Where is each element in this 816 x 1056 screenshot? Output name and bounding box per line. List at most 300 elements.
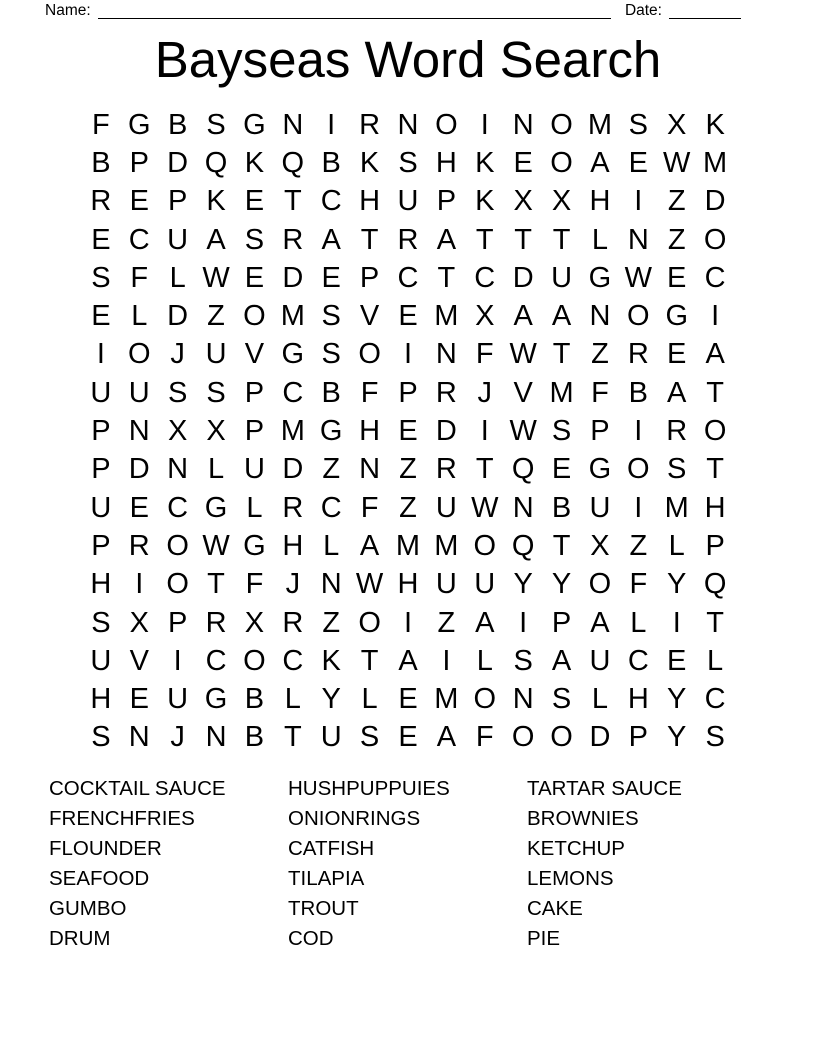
grid-letter-r14-c3: P <box>167 606 188 639</box>
grid-letter-r6-c5: O <box>243 300 266 333</box>
grid-letter-r7-c15: R <box>627 338 649 371</box>
grid-letter-r8-c2: U <box>128 376 150 409</box>
grid-letter-r3-c7: C <box>320 185 342 218</box>
grid-letter-r15-c15: C <box>627 644 649 677</box>
grid-letter-r8-c5: P <box>244 376 265 409</box>
grid-letter-r15-c1: U <box>90 644 112 677</box>
grid-letter-r17-c17: S <box>705 721 725 754</box>
grid-letter-r9-c7: G <box>319 415 343 448</box>
grid-letter-r16-c16: Y <box>667 683 687 716</box>
grid-letter-r12-c15: Z <box>629 529 648 562</box>
grid-letter-r11-c15: I <box>634 491 643 524</box>
grid-letter-r14-c12: I <box>519 606 528 639</box>
grid-letter-r12-c6: H <box>282 529 304 562</box>
grid-letter-r14-c1: S <box>91 606 111 639</box>
grid-letter-r10-c5: U <box>243 453 265 486</box>
grid-letter-r16-c9: E <box>398 683 418 716</box>
grid-letter-r17-c3: J <box>170 721 185 754</box>
grid-letter-r13-c13: Y <box>551 568 572 601</box>
grid-letter-r17-c6: T <box>283 721 302 754</box>
word-item: TILAPIA <box>288 866 365 890</box>
grid-letter-r10-c15: O <box>627 453 650 486</box>
grid-letter-r9-c6: M <box>280 415 305 448</box>
grid-letter-r4-c1: E <box>91 223 111 256</box>
grid-letter-r3-c13: X <box>551 185 572 218</box>
grid-letter-r14-c6: R <box>282 606 304 639</box>
date-label: Date: <box>624 2 662 19</box>
grid-letter-r16-c5: B <box>244 683 265 716</box>
grid-letter-r12-c14: X <box>590 529 610 562</box>
grid-letter-r8-c9: P <box>398 376 418 409</box>
grid-letter-r7-c16: E <box>667 338 687 371</box>
grid-letter-r14-c11: A <box>475 606 495 639</box>
grid-letter-r11-c8: F <box>360 491 379 524</box>
grid-letter-r15-c4: C <box>205 644 227 677</box>
grid-letter-r15-c9: A <box>398 644 418 677</box>
grid-letter-r12-c12: Q <box>511 529 535 562</box>
grid-letter-r5-c9: C <box>397 261 419 294</box>
grid-letter-r2-c6: Q <box>281 146 305 179</box>
grid-letter-r8-c1: U <box>90 376 112 409</box>
grid-letter-r12-c4: W <box>202 529 230 562</box>
grid-letter-r5-c4: W <box>202 261 230 294</box>
grid-letter-r17-c10: A <box>436 721 457 754</box>
grid-letter-r9-c17: O <box>703 415 727 448</box>
grid-letter-r10-c13: E <box>551 453 572 486</box>
grid-letter-r4-c4: A <box>206 223 226 256</box>
grid-letter-r5-c1: S <box>91 261 111 294</box>
grid-letter-r9-c4: X <box>206 415 226 448</box>
grid-letter-r15-c8: T <box>360 644 379 677</box>
grid-letter-r4-c3: U <box>167 223 189 256</box>
word-item: CATFISH <box>288 836 375 860</box>
grid-letter-r1-c17: K <box>705 108 725 141</box>
grid-letter-r13-c11: U <box>474 568 496 601</box>
grid-letter-r9-c5: P <box>244 415 265 448</box>
grid-letter-r3-c6: T <box>283 185 302 218</box>
grid-letter-r12-c16: L <box>668 529 685 562</box>
grid-letter-r13-c5: F <box>245 568 264 601</box>
grid-letter-r12-c5: G <box>243 529 266 562</box>
grid-letter-r6-c9: E <box>398 300 418 333</box>
grid-letter-r3-c5: E <box>244 185 265 218</box>
grid-letter-r1-c12: N <box>512 108 534 141</box>
grid-letter-r7-c8: O <box>358 338 381 371</box>
grid-letter-r6-c14: N <box>589 300 611 333</box>
grid-letter-r8-c12: V <box>513 376 533 409</box>
grid-letter-r6-c1: E <box>91 300 111 333</box>
grid-letter-r11-c2: E <box>129 491 149 524</box>
grid-letter-r6-c4: Z <box>207 300 225 333</box>
grid-letter-r11-c7: C <box>320 491 342 524</box>
grid-letter-r3-c3: P <box>167 185 188 218</box>
grid-letter-r9-c3: X <box>167 415 188 448</box>
grid-letter-r10-c7: Z <box>322 453 341 486</box>
grid-letter-r13-c10: U <box>435 568 457 601</box>
grid-letter-r13-c4: T <box>207 568 225 601</box>
grid-letter-r14-c9: I <box>403 606 413 639</box>
grid-letter-r1-c13: O <box>550 108 573 141</box>
grid-letter-r2-c13: O <box>550 146 573 179</box>
grid-letter-r10-c4: L <box>207 453 225 486</box>
grid-letter-r5-c17: C <box>704 261 726 294</box>
grid-letter-r7-c7: S <box>321 338 341 371</box>
word-item: KETCHUP <box>527 836 625 860</box>
word-item: FRENCHFRIES <box>49 806 195 830</box>
grid-letter-r16-c14: L <box>591 683 609 716</box>
grid-letter-r3-c8: H <box>359 185 381 218</box>
grid-letter-r5-c13: U <box>551 261 573 294</box>
grid-letter-r11-c14: U <box>589 491 611 524</box>
grid-letter-r3-c1: R <box>90 185 112 218</box>
grid-letter-r1-c3: B <box>167 108 188 141</box>
grid-letter-r12-c17: P <box>705 529 725 562</box>
grid-letter-r16-c15: H <box>627 683 649 716</box>
grid-letter-r14-c13: P <box>551 606 572 639</box>
grid-letter-r1-c6: N <box>282 108 304 141</box>
grid-letter-r13-c7: N <box>320 568 342 601</box>
grid-letter-r17-c2: N <box>128 721 150 754</box>
grid-letter-r2-c5: K <box>244 146 265 179</box>
grid-letter-r13-c1: H <box>90 568 112 601</box>
grid-letter-r17-c8: S <box>359 721 380 754</box>
grid-letter-r7-c4: U <box>205 338 227 371</box>
grid-letter-r1-c16: X <box>667 108 687 141</box>
grid-letter-r12-c8: A <box>359 529 380 562</box>
grid-letter-r9-c10: D <box>435 415 457 448</box>
grid-letter-r7-c17: A <box>705 338 725 371</box>
grid-letter-r14-c7: Z <box>322 606 341 639</box>
grid-letter-r7-c14: Z <box>591 338 609 371</box>
word-item: FLOUNDER <box>49 836 162 860</box>
grid-letter-r8-c17: T <box>706 376 724 409</box>
word-item: LEMONS <box>527 866 614 890</box>
grid-letter-r13-c12: Y <box>513 568 533 601</box>
grid-letter-r2-c17: M <box>703 146 728 179</box>
name-label: Name: <box>45 2 91 19</box>
grid-letter-r4-c17: O <box>703 223 727 256</box>
grid-letter-r11-c13: B <box>551 491 572 524</box>
grid-letter-r3-c10: P <box>436 185 457 218</box>
grid-letter-r15-c16: E <box>667 644 687 677</box>
grid-letter-r13-c14: O <box>588 568 612 601</box>
grid-letter-r15-c13: A <box>551 644 572 677</box>
grid-letter-r16-c10: M <box>434 683 459 716</box>
grid-letter-r4-c11: T <box>475 223 494 256</box>
page-title: Bayseas Word Search <box>154 31 662 88</box>
grid-letter-r3-c2: E <box>129 185 149 218</box>
date-fill-line <box>669 3 741 19</box>
grid-letter-r6-c6: M <box>280 300 305 333</box>
grid-letter-r4-c5: S <box>244 223 265 256</box>
grid-letter-r15-c2: V <box>129 644 149 677</box>
grid-letter-r1-c11: I <box>480 108 489 141</box>
grid-letter-r2-c7: B <box>321 146 341 179</box>
grid-letter-r8-c11: J <box>477 376 493 409</box>
grid-letter-r12-c7: L <box>323 529 340 562</box>
grid-letter-r13-c2: I <box>135 568 144 601</box>
grid-letter-r6-c13: A <box>551 300 572 333</box>
grid-letter-r14-c16: I <box>672 606 681 639</box>
grid-letter-r12-c11: O <box>473 529 497 562</box>
grid-letter-r8-c6: C <box>282 376 304 409</box>
grid-letter-r1-c4: S <box>206 108 226 141</box>
grid-letter-r15-c10: I <box>442 644 451 677</box>
grid-letter-r13-c15: F <box>629 568 648 601</box>
grid-letter-r10-c3: N <box>167 453 189 486</box>
grid-letter-r9-c8: H <box>359 415 381 448</box>
grid-letter-r4-c13: T <box>552 223 571 256</box>
grid-letter-r10-c16: S <box>667 453 687 486</box>
grid-letter-r11-c11: W <box>471 491 499 524</box>
grid-letter-r11-c6: R <box>282 491 304 524</box>
grid-letter-r11-c3: C <box>167 491 189 524</box>
grid-letter-r4-c16: Z <box>667 223 686 256</box>
grid-letter-r6-c11: X <box>475 300 495 333</box>
grid-letter-r15-c6: C <box>282 644 304 677</box>
grid-letter-r13-c16: Y <box>667 568 687 601</box>
grid-letter-r14-c5: X <box>244 606 265 639</box>
grid-letter-r4-c15: N <box>627 223 649 256</box>
grid-letter-r17-c4: N <box>205 721 227 754</box>
grid-letter-r15-c14: U <box>589 644 611 677</box>
grid-letter-r8-c7: B <box>321 376 341 409</box>
word-column-3 <box>527 774 766 953</box>
grid-letter-r16-c11: O <box>473 683 497 716</box>
grid-letter-r11-c9: Z <box>399 491 417 524</box>
grid-letter-r10-c2: D <box>128 453 150 486</box>
grid-letter-r3-c4: K <box>206 185 226 218</box>
grid-letter-r16-c8: L <box>361 683 378 716</box>
grid-letter-r14-c2: X <box>129 606 149 639</box>
grid-letter-r7-c12: W <box>509 338 537 371</box>
grid-letter-r1-c15: S <box>628 108 648 141</box>
grid-letter-r6-c7: S <box>321 300 341 333</box>
grid-letter-r1-c5: G <box>243 108 266 141</box>
grid-letter-r6-c2: L <box>131 300 148 333</box>
grid-letter-r5-c10: T <box>437 261 456 294</box>
grid-letter-r8-c13: M <box>549 376 574 409</box>
grid-letter-r2-c10: H <box>435 146 457 179</box>
grid-letter-r12-c9: M <box>395 529 421 562</box>
grid-letter-r5-c15: W <box>624 261 653 294</box>
word-list <box>0 774 816 953</box>
grid-letter-r17-c1: S <box>91 721 111 754</box>
grid-letter-r7-c11: F <box>475 338 494 371</box>
grid-letter-r10-c9: Z <box>399 453 417 486</box>
grid-letter-r5-c6: D <box>282 261 304 294</box>
word-item: GUMBO <box>49 896 127 920</box>
grid-letter-r5-c16: E <box>667 261 687 294</box>
grid-letter-r8-c16: A <box>667 376 687 409</box>
grid-letter-r2-c15: E <box>628 146 648 179</box>
grid-letter-r4-c10: A <box>436 223 457 256</box>
grid-letter-r15-c7: K <box>321 644 341 677</box>
grid-letter-r10-c8: N <box>359 453 381 486</box>
grid-letter-r2-c16: W <box>663 146 691 179</box>
grid-letter-r6-c17: I <box>711 300 720 333</box>
grid-letter-r15-c3: I <box>173 644 182 677</box>
grid-letter-r9-c13: S <box>551 415 572 448</box>
grid-letter-r1-c7: I <box>327 108 336 141</box>
grid-letter-r12-c10: M <box>434 529 459 562</box>
grid-letter-r13-c17: Q <box>703 568 727 601</box>
grid-letter-r12-c1: P <box>91 529 111 562</box>
grid-letter-r16-c12: N <box>512 683 534 716</box>
grid-letter-r16-c17: C <box>704 683 726 716</box>
word-item: BROWNIES <box>527 806 639 830</box>
grid-letter-r16-c7: Y <box>321 683 341 716</box>
grid-letter-r8-c3: S <box>167 376 188 409</box>
grid-letter-r3-c9: U <box>397 185 419 218</box>
grid-letter-r4-c7: A <box>321 223 341 256</box>
grid-letter-r1-c2: G <box>127 108 151 141</box>
grid-letter-r9-c15: I <box>634 415 643 448</box>
word-column-2 <box>288 774 527 953</box>
grid-letter-r16-c1: H <box>90 683 112 716</box>
grid-letter-r10-c17: T <box>706 453 724 486</box>
grid-letter-r7-c1: I <box>96 338 105 371</box>
grid-letter-r2-c14: A <box>590 146 610 179</box>
grid-letter-r7-c5: V <box>244 338 265 371</box>
grid-letter-r5-c2: F <box>130 261 149 294</box>
grid-letter-r5-c7: E <box>321 261 341 294</box>
grid-letter-r4-c9: R <box>397 223 419 256</box>
grid-letter-r6-c10: M <box>434 300 459 333</box>
grid-letter-r8-c15: B <box>628 376 648 409</box>
grid-letter-r12-c13: T <box>552 529 571 562</box>
word-item: COD <box>288 926 334 950</box>
grid-letter-r9-c16: R <box>666 415 688 448</box>
grid-letter-r1-c9: N <box>397 108 419 141</box>
grid-letter-r7-c10: N <box>435 338 457 371</box>
grid-letter-r15-c17: L <box>707 644 724 677</box>
grid-letter-r2-c11: K <box>475 146 495 179</box>
grid-letter-r10-c11: T <box>475 453 494 486</box>
grid-letter-r17-c11: F <box>475 721 494 754</box>
grid-letter-r17-c13: O <box>550 721 573 754</box>
grid-letter-r13-c8: W <box>355 568 384 601</box>
grid-letter-r17-c7: U <box>320 721 342 754</box>
word-item: PIE <box>527 926 561 950</box>
grid-letter-r2-c9: S <box>398 146 418 179</box>
grid-letter-r10-c1: P <box>91 453 111 486</box>
grid-letter-r7-c2: O <box>127 338 151 371</box>
grid-letter-r14-c15: L <box>630 606 647 639</box>
grid-letter-r10-c10: R <box>435 453 457 486</box>
header <box>0 0 816 20</box>
grid-letter-r8-c10: R <box>435 376 457 409</box>
grid-letter-r7-c6: G <box>281 338 305 371</box>
grid-letter-r12-c3: O <box>166 529 189 562</box>
grid-letter-r3-c15: I <box>634 185 643 218</box>
grid-letter-r6-c8: V <box>359 300 380 333</box>
grid-letter-r15-c11: L <box>476 644 493 677</box>
grid-letter-r2-c12: E <box>513 146 533 179</box>
grid-letter-r6-c15: O <box>627 300 650 333</box>
grid-letter-r13-c6: J <box>285 568 301 601</box>
grid-letter-r5-c12: D <box>512 261 534 294</box>
grid-letter-r1-c10: O <box>435 108 458 141</box>
grid-letter-r10-c14: G <box>588 453 612 486</box>
grid-letter-r1-c1: F <box>92 108 110 141</box>
grid-letter-r16-c4: G <box>204 683 228 716</box>
grid-letter-r3-c14: H <box>589 185 611 218</box>
grid-letter-r14-c4: R <box>205 606 227 639</box>
grid-letter-r12-c2: R <box>128 529 150 562</box>
grid-letter-r11-c1: U <box>90 491 112 524</box>
word-item: TROUT <box>288 896 359 920</box>
grid-letter-r5-c5: E <box>244 261 265 294</box>
grid-letter-r6-c16: G <box>665 300 688 333</box>
grid-letter-r16-c6: L <box>284 683 301 716</box>
grid-letter-r11-c16: M <box>664 491 689 524</box>
grid-letter-r5-c3: L <box>169 261 186 294</box>
grid-letter-r6-c12: A <box>513 300 533 333</box>
grid-letter-r2-c8: K <box>359 146 380 179</box>
grid-letter-r2-c3: D <box>167 146 189 179</box>
grid-letter-r10-c6: D <box>282 453 304 486</box>
grid-letter-r14-c17: T <box>706 606 724 639</box>
grid-letter-r9-c9: E <box>398 415 418 448</box>
grid-letter-r17-c16: Y <box>667 721 687 754</box>
grid-letter-r16-c2: E <box>129 683 149 716</box>
grid-letter-r13-c3: O <box>166 568 189 601</box>
grid-letter-r5-c14: G <box>588 261 612 294</box>
grid-letter-r11-c12: N <box>512 491 534 524</box>
grid-letter-r5-c8: P <box>359 261 380 294</box>
grid-letter-r17-c14: D <box>589 721 611 754</box>
word-column-1 <box>49 774 288 953</box>
grid-letter-r11-c10: U <box>435 491 457 524</box>
grid-letter-r11-c17: H <box>704 491 726 524</box>
word-item: ONIONRINGS <box>288 806 421 830</box>
grid-letter-r8-c8: F <box>360 376 379 409</box>
grid-letter-r17-c5: B <box>244 721 265 754</box>
grid-letter-r14-c14: A <box>590 606 610 639</box>
name-fill-line <box>98 3 611 19</box>
grid-letter-r8-c14: F <box>591 376 609 409</box>
grid-letter-r9-c1: P <box>91 415 111 448</box>
grid-letter-r4-c2: C <box>128 223 150 256</box>
grid-letter-r11-c5: L <box>246 491 263 524</box>
grid-letter-r13-c9: H <box>397 568 419 601</box>
grid-letter-r15-c12: S <box>513 644 533 677</box>
grid-letter-r1-c14: M <box>587 108 613 141</box>
grid-letter-r16-c3: U <box>167 683 189 716</box>
grid-letter-r3-c11: K <box>475 185 495 218</box>
grid-letter-r14-c8: O <box>358 606 381 639</box>
grid-letter-r11-c4: G <box>204 491 228 524</box>
grid-letter-r1-c8: R <box>359 108 381 141</box>
grid-letter-r9-c12: W <box>509 415 537 448</box>
grid-letter-r14-c10: Z <box>437 606 456 639</box>
grid-letter-r7-c13: T <box>552 338 571 371</box>
word-item: DRUM <box>49 926 111 950</box>
grid-letter-r3-c17: D <box>704 185 726 218</box>
letter-grid <box>0 106 816 757</box>
word-item: CAKE <box>527 896 583 920</box>
grid-letter-r10-c12: Q <box>511 453 535 486</box>
grid-letter-r16-c13: S <box>551 683 572 716</box>
grid-letter-r9-c11: I <box>480 415 489 448</box>
grid-letter-r17-c15: P <box>628 721 648 754</box>
word-item: TARTAR SAUCE <box>527 777 682 801</box>
grid-letter-r9-c14: P <box>590 415 610 448</box>
grid-letter-r4-c12: T <box>514 223 533 256</box>
grid-letter-r17-c9: E <box>398 721 418 754</box>
word-item: HUSHPUPPUIES <box>288 777 450 801</box>
